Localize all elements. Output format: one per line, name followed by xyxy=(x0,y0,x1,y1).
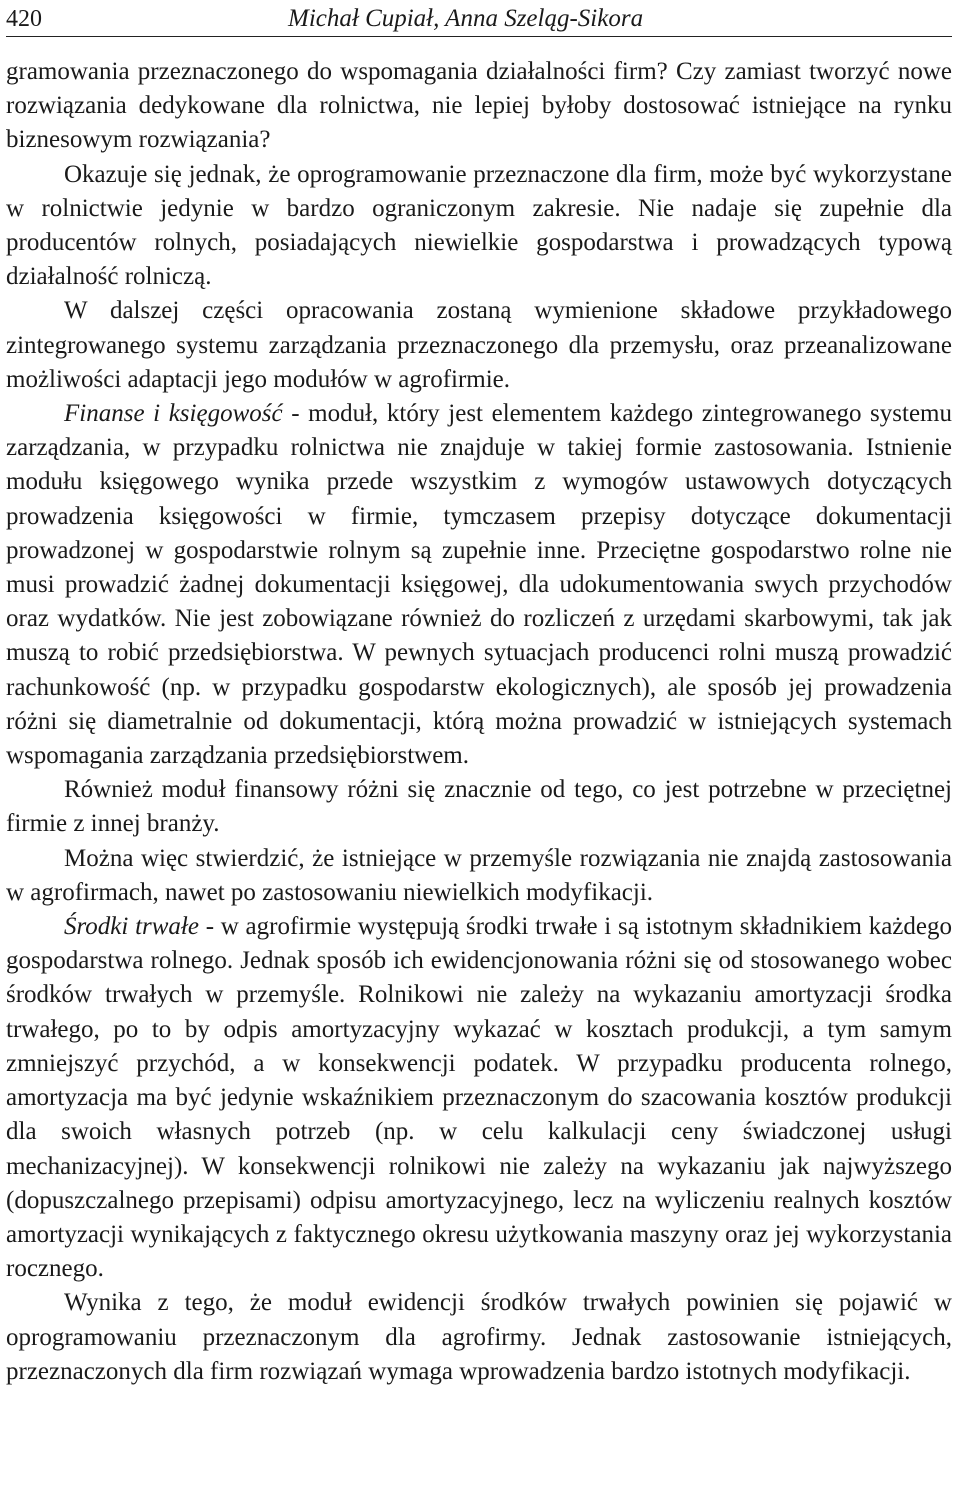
paragraph xyxy=(6,158,952,295)
paragraph-text: - w agrofirmie występują środki trwałe i są istotnym składnikiem każdego gospodarstwa rolnego. Jednak sposób ich ewidencjonowania różni się od stosowanego wobec środków trwałych w przemyśle. Rolnikowi nie zależy na wykazaniu amortyzacji środka trwałego, po to by odpis amortyzacyjny wykazać w kosztach produkcji, a tym samym zmniejszyć przychód, a w konsekwencji podatek. W przypadku producenta rolnego, amortyzacja ma być jedynie wskaźnikiem przeznaczonym do szacowania kosztów produkcji dla swoich własnych potrzeb (np. w celu kalkulacji ceny świadczonej usługi mechanizacyjnej). W konsekwencji rolnikowi nie zależy na wykazaniu jak najwyższego (dopuszczalnego przepisami) odpisu amortyzacyjnego, lecz na wyliczeniu realnych kosztów amortyzacji wynikających z faktycznego okresu użytkowania maszyny oraz jej wykorzystania rocznego. xyxy=(6,913,952,1283)
paragraph-text: Również moduł finansowy różni się znacznie od tego, co jest potrzebne w przeciętnej firmie z innej branży. xyxy=(6,776,952,838)
running-head-authors: Michał Cupiał, Anna Szeląg-Sikora xyxy=(288,5,644,32)
paragraph xyxy=(6,773,952,841)
paragraph xyxy=(6,1286,952,1389)
paragraph-text: Wynika z tego, że moduł ewidencji środków trwałych powinien się pojawić w oprogramowaniu przeznaczonym dla agrofirmy. Jednak zastosowanie istniejących, przeznaczonych dla firm rozwiązań wymaga wprowadzenia bardzo istotnych modyfikacji. xyxy=(6,1289,952,1385)
paragraph-text: Można więc stwierdzić, że istniejące w przemyśle rozwiązania nie znajdą zastosowania w agrofirmach, nawet po zastosowaniu niewielkich modyfikacji. xyxy=(6,844,952,906)
paragraph-text: W dalszej części opracowania zostaną wymienione składowe przykładowego zintegrowanego systemu zarządzania przeznaczonego dla przemysłu, oraz przeanalizowane możliwości adaptacji jego modułów w agrofirmie. xyxy=(6,297,952,393)
document-page xyxy=(6,0,952,1389)
paragraph-text: Okazuje się jednak, że oprogramowanie przeznaczone dla firm, może być wykorzystane w rolnictwie jedynie w bardzo ograniczonym zakresie. Nie nadaje się zupełnie dla producentów rolnych, posiadających niewielkie gospodarstwa i prowadzących typową działalność rolniczą. xyxy=(6,160,952,291)
section-lead-term: Środki trwałe xyxy=(64,913,199,941)
section-lead-term: Finanse i księgowość xyxy=(64,400,283,428)
paragraph xyxy=(6,55,952,158)
paragraph xyxy=(6,397,952,773)
page-header xyxy=(6,2,952,37)
paragraph xyxy=(6,842,952,910)
paragraph-text: gramowania przeznaczonego do wspomagania działalności firm? Czy zamiast tworzyć nowe rozwiązania dedykowane dla rolnictwa, nie lepiej byłoby dostosować istniejące na rynku biznesowym rozwiązania? xyxy=(6,58,952,154)
paragraph xyxy=(6,294,952,397)
paragraph xyxy=(6,910,952,1286)
paragraph-text: - moduł, który jest elementem każdego zintegrowanego systemu zarządzania, w przypadku rolnictwa nie znajduje w takiej formie zastosowania. Istnienie modułu księgowego wynika przede wszystkim z wymogów ustawowych dotyczących prowadzenia księgowości w firmie, tymczasem przepisy dotyczące dokumentacji prowadzonej w gospodarstwie rolnym są zupełnie inne. Przeciętne gospodarstwo rolne nie musi prowadzić żadnej dokumentacji księgowej, dla udokumentowania swych przychodów oraz wydatków. Nie jest zobowiązane również do rozliczeń z urzędami skarbowymi, tak jak muszą to robić przedsiębiorstwa. W pewnych sytuacjach producenci rolni muszą prowadzić rachunkowość (np. w przypadku gospodarstw ekologicznych), ale sposób jej prowadzenia różni się diametralnie od dokumentacji, którą można prowadzić w istniejących systemach wspomagania zarządzania przedsiębiorstwem. xyxy=(6,400,953,770)
page-number: 420 xyxy=(6,6,42,32)
body-text xyxy=(6,55,952,1389)
